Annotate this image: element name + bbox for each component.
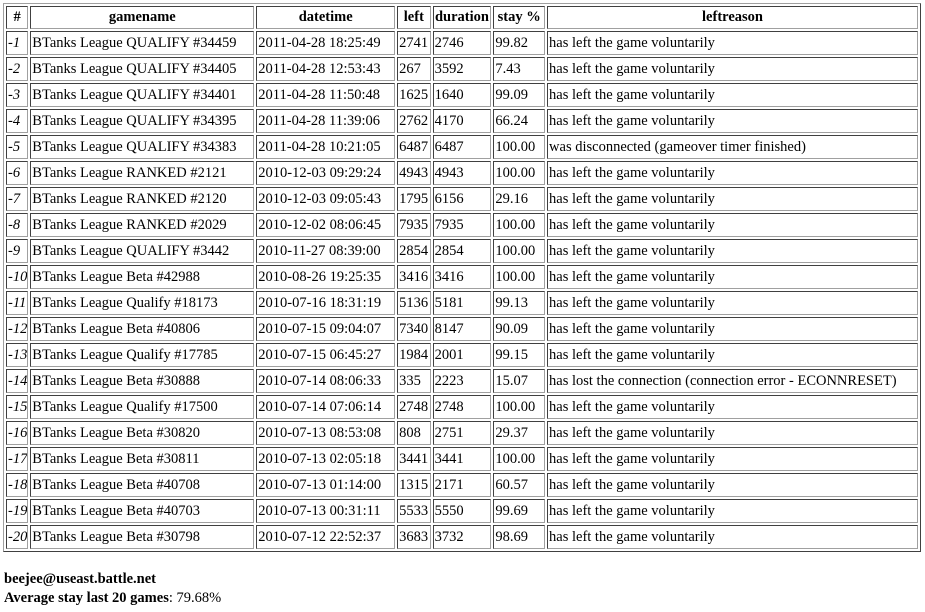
game-datetime-cell: 2010-12-03 09:05:43 <box>256 187 395 211</box>
left-reason-cell: was disconnected (gameover timer finished) <box>547 135 918 159</box>
game-datetime-cell: 2011-04-28 11:39:06 <box>256 109 395 133</box>
game-datetime-cell: 2010-12-02 08:06:45 <box>256 213 395 237</box>
row-number-cell: -14 <box>6 369 28 393</box>
left-reason-cell: has left the game voluntarily <box>547 213 918 237</box>
game-duration-cell: 6487 <box>433 135 492 159</box>
row-number-cell: -13 <box>6 343 28 367</box>
game-datetime-cell: 2010-07-13 02:05:18 <box>256 447 395 471</box>
stay-percent-cell: 7.43 <box>493 57 545 81</box>
header-col-number: # <box>6 6 28 29</box>
left-reason-cell: has left the game voluntarily <box>547 499 918 523</box>
table-row <box>6 161 918 185</box>
left-reason-cell: has left the game voluntarily <box>547 317 918 341</box>
game-name-cell: BTanks League Beta #40708 <box>30 473 254 497</box>
row-number-cell: -18 <box>6 473 28 497</box>
stay-percent-cell: 100.00 <box>493 447 545 471</box>
game-datetime-cell: 2010-12-03 09:29:24 <box>256 161 395 185</box>
left-reason-cell: has left the game voluntarily <box>547 31 918 55</box>
header-col-stay: stay % <box>493 6 545 29</box>
game-name-cell: BTanks League QUALIFY #34383 <box>30 135 254 159</box>
header-col-left: left <box>397 6 430 29</box>
game-duration-cell: 3732 <box>433 525 492 549</box>
table-row <box>6 239 918 263</box>
table-row <box>6 499 918 523</box>
stay-percent-cell: 99.13 <box>493 291 545 315</box>
table-row <box>6 109 918 133</box>
left-time-cell: 5533 <box>397 499 430 523</box>
left-reason-cell: has left the game voluntarily <box>547 239 918 263</box>
game-datetime-cell: 2010-07-13 01:14:00 <box>256 473 395 497</box>
game-duration-cell: 6156 <box>433 187 492 211</box>
stay-percent-cell: 100.00 <box>493 213 545 237</box>
stay-percent-cell: 100.00 <box>493 135 545 159</box>
game-name-cell: BTanks League RANKED #2121 <box>30 161 254 185</box>
header-col-duration: duration <box>433 6 492 29</box>
game-duration-cell: 7935 <box>433 213 492 237</box>
game-duration-cell: 8147 <box>433 317 492 341</box>
left-time-cell: 1795 <box>397 187 430 211</box>
row-number-cell: -8 <box>6 213 28 237</box>
table-row <box>6 31 918 55</box>
game-duration-cell: 3441 <box>433 447 492 471</box>
left-reason-cell: has left the game voluntarily <box>547 291 918 315</box>
stay-percent-cell: 66.24 <box>493 109 545 133</box>
table-row <box>6 343 918 367</box>
game-datetime-cell: 2010-07-12 22:52:37 <box>256 525 395 549</box>
left-time-cell: 335 <box>397 369 430 393</box>
left-time-cell: 6487 <box>397 135 430 159</box>
stay-percent-cell: 100.00 <box>493 265 545 289</box>
row-number-cell: -20 <box>6 525 28 549</box>
game-datetime-cell: 2011-04-28 12:53:43 <box>256 57 395 81</box>
table-row <box>6 395 918 419</box>
game-name-cell: BTanks League Qualify #18173 <box>30 291 254 315</box>
game-name-cell: BTanks League Beta #40703 <box>30 499 254 523</box>
game-name-cell: BTanks League QUALIFY #34459 <box>30 31 254 55</box>
left-reason-cell: has lost the connection (connection error - ECONNRESET) <box>547 369 918 393</box>
stay-percent-cell: 90.09 <box>493 317 545 341</box>
game-name-cell: BTanks League Beta #30888 <box>30 369 254 393</box>
left-time-cell: 3683 <box>397 525 430 549</box>
game-duration-cell: 4943 <box>433 161 492 185</box>
stay-percent-cell: 100.00 <box>493 161 545 185</box>
row-number-cell: -19 <box>6 499 28 523</box>
stay-percent-cell: 99.69 <box>493 499 545 523</box>
table-row <box>6 291 918 315</box>
table-row <box>6 317 918 341</box>
stay-percent-cell: 99.09 <box>493 83 545 107</box>
game-datetime-cell: 2010-07-14 08:06:33 <box>256 369 395 393</box>
game-name-cell: BTanks League RANKED #2029 <box>30 213 254 237</box>
game-datetime-cell: 2011-04-28 10:21:05 <box>256 135 395 159</box>
table-row <box>6 421 918 445</box>
average-stay-label: Average stay last 20 games <box>4 590 169 606</box>
game-duration-cell: 2223 <box>433 369 492 393</box>
game-duration-cell: 2001 <box>433 343 492 367</box>
stay-percent-cell: 15.07 <box>493 369 545 393</box>
stay-percent-cell: 99.82 <box>493 31 545 55</box>
table-row <box>6 57 918 81</box>
game-name-cell: BTanks League QUALIFY #34395 <box>30 109 254 133</box>
game-name-cell: BTanks League Beta #30820 <box>30 421 254 445</box>
game-duration-cell: 3592 <box>433 57 492 81</box>
left-reason-cell: has left the game voluntarily <box>547 187 918 211</box>
left-time-cell: 5136 <box>397 291 430 315</box>
game-datetime-cell: 2010-07-16 18:31:19 <box>256 291 395 315</box>
game-datetime-cell: 2010-08-26 19:25:35 <box>256 265 395 289</box>
games-table-container <box>3 3 921 552</box>
left-reason-cell: has left the game voluntarily <box>547 447 918 471</box>
stay-percent-cell: 100.00 <box>493 239 545 263</box>
row-number-cell: -10 <box>6 265 28 289</box>
left-time-cell: 2854 <box>397 239 430 263</box>
average-stay-separator: : <box>168 590 177 606</box>
left-reason-cell: has left the game voluntarily <box>547 395 918 419</box>
table-body <box>6 31 918 549</box>
game-name-cell: BTanks League Beta #30798 <box>30 525 254 549</box>
table-row <box>6 447 918 471</box>
game-datetime-cell: 2010-07-13 08:53:08 <box>256 421 395 445</box>
row-number-cell: -16 <box>6 421 28 445</box>
table-header-row <box>6 6 918 29</box>
left-time-cell: 2762 <box>397 109 430 133</box>
games-table <box>3 3 921 552</box>
game-name-cell: BTanks League QUALIFY #3442 <box>30 239 254 263</box>
game-name-cell: BTanks League Qualify #17500 <box>30 395 254 419</box>
stay-percent-cell: 29.16 <box>493 187 545 211</box>
user-name: beejee@useast.battle.net <box>4 571 157 587</box>
game-name-cell: BTanks League RANKED #2120 <box>30 187 254 211</box>
game-name-cell: BTanks League QUALIFY #34401 <box>30 83 254 107</box>
left-time-cell: 2748 <box>397 395 430 419</box>
header-col-datetime: datetime <box>256 6 395 29</box>
game-name-cell: BTanks League Beta #40806 <box>30 317 254 341</box>
left-time-cell: 7935 <box>397 213 430 237</box>
left-reason-cell: has left the game voluntarily <box>547 265 918 289</box>
row-number-cell: -15 <box>6 395 28 419</box>
game-datetime-cell: 2011-04-28 11:50:48 <box>256 83 395 107</box>
table-row <box>6 83 918 107</box>
game-duration-cell: 1640 <box>433 83 492 107</box>
game-name-cell: BTanks League QUALIFY #34405 <box>30 57 254 81</box>
game-duration-cell: 2854 <box>433 239 492 263</box>
header-col-leftreason: leftreason <box>547 6 918 29</box>
table-row <box>6 473 918 497</box>
left-time-cell: 1984 <box>397 343 430 367</box>
table-row <box>6 187 918 211</box>
row-number-cell: -2 <box>6 57 28 81</box>
game-duration-cell: 2171 <box>433 473 492 497</box>
table-row <box>6 135 918 159</box>
table-row <box>6 525 918 549</box>
game-name-cell: BTanks League Beta #30811 <box>30 447 254 471</box>
game-name-cell: BTanks League Qualify #17785 <box>30 343 254 367</box>
game-duration-cell: 5181 <box>433 291 492 315</box>
game-datetime-cell: 2010-07-14 07:06:14 <box>256 395 395 419</box>
left-reason-cell: has left the game voluntarily <box>547 57 918 81</box>
stay-percent-cell: 100.00 <box>493 395 545 419</box>
row-number-cell: -17 <box>6 447 28 471</box>
game-datetime-cell: 2011-04-28 18:25:49 <box>256 31 395 55</box>
game-datetime-cell: 2010-07-15 09:04:07 <box>256 317 395 341</box>
left-reason-cell: has left the game voluntarily <box>547 83 918 107</box>
average-stay-value: 79.68% <box>176 590 222 606</box>
game-duration-cell: 4170 <box>433 109 492 133</box>
stay-percent-cell: 29.37 <box>493 421 545 445</box>
left-time-cell: 3441 <box>397 447 430 471</box>
left-time-cell: 267 <box>397 57 430 81</box>
row-number-cell: -11 <box>6 291 28 315</box>
row-number-cell: -12 <box>6 317 28 341</box>
left-reason-cell: has left the game voluntarily <box>547 473 918 497</box>
row-number-cell: -3 <box>6 83 28 107</box>
game-datetime-cell: 2010-07-13 00:31:11 <box>256 499 395 523</box>
game-duration-cell: 2751 <box>433 421 492 445</box>
left-reason-cell: has left the game voluntarily <box>547 109 918 133</box>
left-reason-cell: has left the game voluntarily <box>547 421 918 445</box>
game-duration-cell: 2746 <box>433 31 492 55</box>
header-col-gamename: gamename <box>30 6 254 29</box>
stay-percent-cell: 99.15 <box>493 343 545 367</box>
row-number-cell: -7 <box>6 187 28 211</box>
game-duration-cell: 2748 <box>433 395 492 419</box>
table-row <box>6 213 918 237</box>
left-time-cell: 808 <box>397 421 430 445</box>
summary-footer <box>4 570 221 608</box>
row-number-cell: -1 <box>6 31 28 55</box>
stay-percent-cell: 98.69 <box>493 525 545 549</box>
left-time-cell: 1625 <box>397 83 430 107</box>
left-reason-cell: has left the game voluntarily <box>547 525 918 549</box>
left-time-cell: 7340 <box>397 317 430 341</box>
game-duration-cell: 3416 <box>433 265 492 289</box>
table-row <box>6 265 918 289</box>
left-time-cell: 4943 <box>397 161 430 185</box>
left-reason-cell: has left the game voluntarily <box>547 343 918 367</box>
left-time-cell: 2741 <box>397 31 430 55</box>
game-name-cell: BTanks League Beta #42988 <box>30 265 254 289</box>
game-duration-cell: 5550 <box>433 499 492 523</box>
row-number-cell: -5 <box>6 135 28 159</box>
game-datetime-cell: 2010-11-27 08:39:00 <box>256 239 395 263</box>
stay-percent-cell: 60.57 <box>493 473 545 497</box>
row-number-cell: -9 <box>6 239 28 263</box>
left-reason-cell: has left the game voluntarily <box>547 161 918 185</box>
game-datetime-cell: 2010-07-15 06:45:27 <box>256 343 395 367</box>
table-row <box>6 369 918 393</box>
row-number-cell: -4 <box>6 109 28 133</box>
left-time-cell: 3416 <box>397 265 430 289</box>
row-number-cell: -6 <box>6 161 28 185</box>
left-time-cell: 1315 <box>397 473 430 497</box>
